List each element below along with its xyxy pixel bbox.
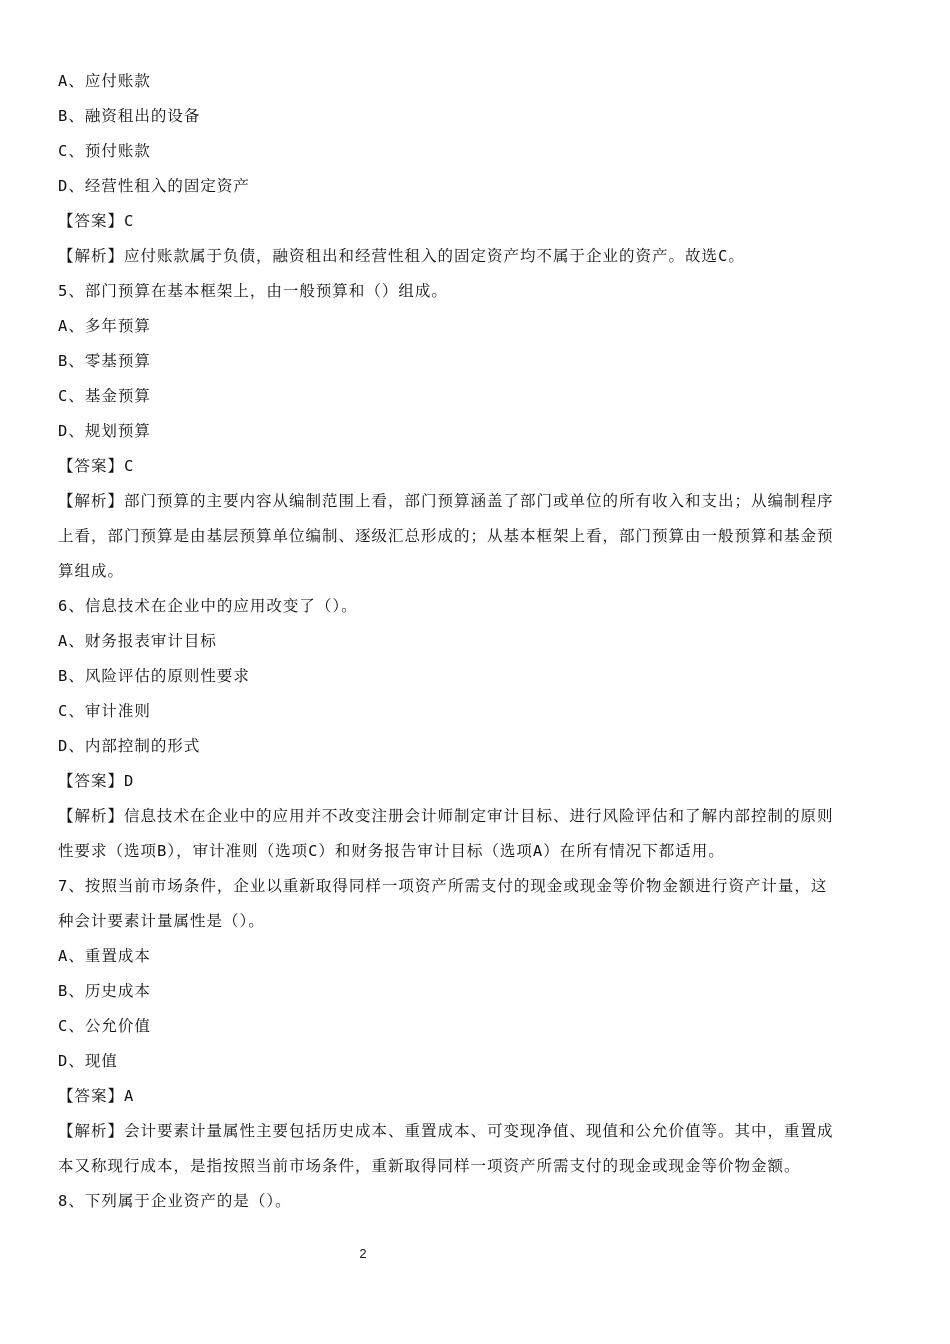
option-line: C、预付账款: [58, 142, 151, 160]
option-line: B、零基预算: [58, 352, 151, 370]
explanation-line: 算组成。: [58, 562, 125, 580]
explanation-line: 【解析】信息技术在企业中的应用并不改变注册会计师制定审计目标、进行风险评估和了解内部控制的原则: [58, 807, 834, 825]
page-number: 2: [359, 1246, 367, 1261]
explanation-line: 性要求（选项B），审计准则（选项C）和财务报告审计目标（选项A）在所有情况下都适用。: [58, 842, 725, 860]
option-line: B、风险评估的原则性要求: [58, 667, 250, 685]
answer-line: 【答案】A: [58, 1087, 135, 1105]
answer-line: 【答案】D: [58, 772, 135, 790]
question-line: 种会计要素计量属性是（）。: [58, 912, 265, 930]
option-line: D、现值: [58, 1052, 118, 1070]
option-line: B、融资租出的设备: [58, 107, 201, 125]
answer-line: 【答案】C: [58, 212, 135, 230]
document-body: [58, 64, 888, 1219]
option-line: D、经营性租入的固定资产: [58, 177, 250, 195]
option-line: D、规划预算: [58, 422, 151, 440]
option-line: C、审计准则: [58, 702, 151, 720]
question-line: 8、下列属于企业资产的是（）。: [58, 1192, 292, 1210]
option-line: A、重置成本: [58, 947, 151, 965]
question-line: 7、按照当前市场条件，企业以重新取得同样一项资产所需支付的现金或现金等价物金额进行资产计量，这: [58, 877, 828, 895]
explanation-line: 本又称现行成本，是指按照当前市场条件，重新取得同样一项资产所需支付的现金或现金等价物金额。: [58, 1157, 801, 1175]
question-line: 6、信息技术在企业中的应用改变了（）。: [58, 597, 358, 615]
option-line: C、公允价值: [58, 1017, 151, 1035]
answer-line: 【答案】C: [58, 457, 135, 475]
explanation-line: 【解析】应付账款属于负债，融资租出和经营性租入的固定资产均不属于企业的资产。故选C。: [58, 247, 745, 265]
option-line: C、基金预算: [58, 387, 151, 405]
question-line: 5、部门预算在基本框架上，由一般预算和（）组成。: [58, 282, 448, 300]
option-line: A、应付账款: [58, 72, 151, 90]
explanation-line: 【解析】部门预算的主要内容从编制范围上看，部门预算涵盖了部门或单位的所有收入和支出；从编制程序: [58, 492, 834, 510]
option-line: A、多年预算: [58, 317, 151, 335]
explanation-line: 【解析】会计要素计量属性主要包括历史成本、重置成本、可变现净值、现值和公允价值等。其中，重置成: [58, 1122, 834, 1140]
explanation-line: 上看，部门预算是由基层预算单位编制、逐级汇总形成的；从基本框架上看，部门预算由一般预算和基金预: [58, 527, 834, 545]
option-line: A、财务报表审计目标: [58, 632, 217, 650]
option-line: B、历史成本: [58, 982, 151, 1000]
option-line: D、内部控制的形式: [58, 737, 201, 755]
